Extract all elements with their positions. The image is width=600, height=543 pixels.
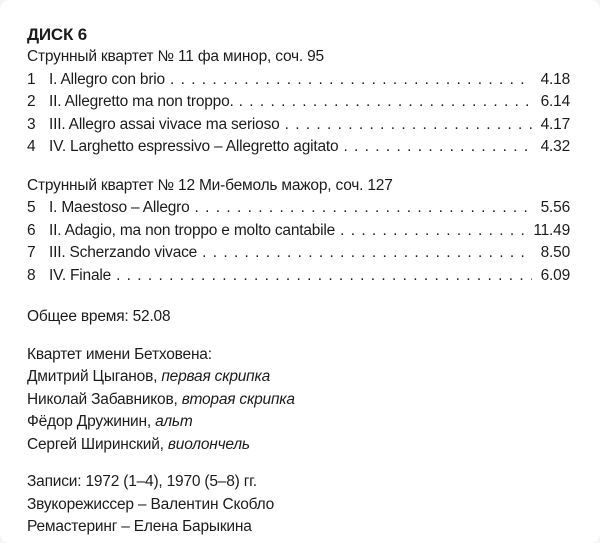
track-title: I. Allegro con brio — [49, 70, 165, 88]
track-time: 4.17 — [540, 115, 570, 133]
ensemble-member — [27, 366, 570, 389]
member-name: Николай Забавников, — [27, 390, 178, 408]
track-time: 8.50 — [540, 244, 570, 261]
total-time: Общее время: 52.08 — [27, 308, 171, 325]
track-time: 4.32 — [540, 138, 570, 155]
recording-dates: Записи: 1972 (1–4), 1970 (5–8) гг. — [27, 473, 257, 490]
member-role: вторая скрипка — [181, 390, 295, 408]
track-number: 1 — [27, 70, 36, 88]
member-role: первая скрипка — [161, 368, 271, 385]
dot-leader — [202, 242, 532, 265]
track-time: 5.56 — [540, 199, 570, 216]
track-number: 4 — [27, 138, 36, 155]
track-title: IV. Finale — [49, 266, 112, 284]
ensemble-member — [27, 434, 570, 457]
dot-leader — [340, 220, 530, 243]
dot-leader — [343, 136, 532, 159]
member-name: Фёдор Дружинин, — [27, 413, 151, 430]
dot-leader — [285, 114, 532, 137]
track-title: III. Scherzando vivace — [49, 244, 198, 261]
track-number: 7 — [27, 244, 36, 261]
track-title: I. Maestoso – Allegro — [49, 199, 190, 216]
member-name: Сергей Ширинский, — [27, 435, 164, 453]
dot-leader — [170, 69, 532, 92]
member-name: Дмитрий Цыганов, — [27, 368, 158, 385]
ensemble-block — [27, 344, 570, 457]
ensemble-member — [27, 389, 570, 412]
ensemble-member — [27, 411, 570, 434]
sound-engineer: Звукорежиссер – Валентин Скобло — [27, 495, 275, 513]
track-row-3 — [27, 114, 570, 137]
track-title: II. Adagio, ma non troppo e molto cantabile — [49, 221, 336, 239]
remastering: Ремастеринг – Елена Барыкина — [27, 518, 252, 535]
ensemble-title: Квартет имени Бетховена: — [27, 345, 212, 363]
track-number: 8 — [27, 266, 36, 284]
member-role: альт — [155, 413, 193, 430]
dot-leader — [116, 265, 532, 288]
track-row-5 — [27, 197, 570, 220]
track-number: 6 — [27, 221, 36, 239]
track-row-8 — [27, 265, 570, 288]
quartet-12-section — [27, 175, 570, 288]
quartet-12-heading: Струнный квартет № 12 Ми-бемоль мажор, соч. 127 — [27, 176, 393, 194]
track-title: II. Allegretto ma non troppo. — [49, 93, 234, 110]
quartet-11-heading: Струнный квартет № 11 фа минор, соч. 95 — [27, 48, 324, 65]
dot-leader — [195, 197, 532, 220]
track-time: 6.09 — [540, 266, 570, 284]
track-time: 6.14 — [540, 93, 570, 110]
track-row-6 — [27, 220, 570, 243]
quartet-11-section — [27, 46, 570, 159]
member-role: виолончель — [167, 435, 250, 453]
track-title: III. Allegro assai vivace ma serioso — [49, 115, 280, 133]
track-time: 4.18 — [540, 70, 570, 88]
disc-title: ДИСК 6 — [27, 25, 87, 44]
track-row-1 — [27, 69, 570, 92]
track-row-7 — [27, 242, 570, 265]
track-number: 3 — [27, 115, 36, 133]
track-number: 2 — [27, 93, 36, 110]
track-row-2 — [27, 91, 570, 114]
credits-block — [27, 471, 570, 539]
track-number: 5 — [27, 199, 36, 216]
dot-leader — [239, 91, 532, 114]
track-row-4 — [27, 136, 570, 159]
track-time: 11.49 — [533, 221, 570, 239]
track-title: IV. Larghetto espressivo – Allegretto agitato — [49, 138, 339, 155]
